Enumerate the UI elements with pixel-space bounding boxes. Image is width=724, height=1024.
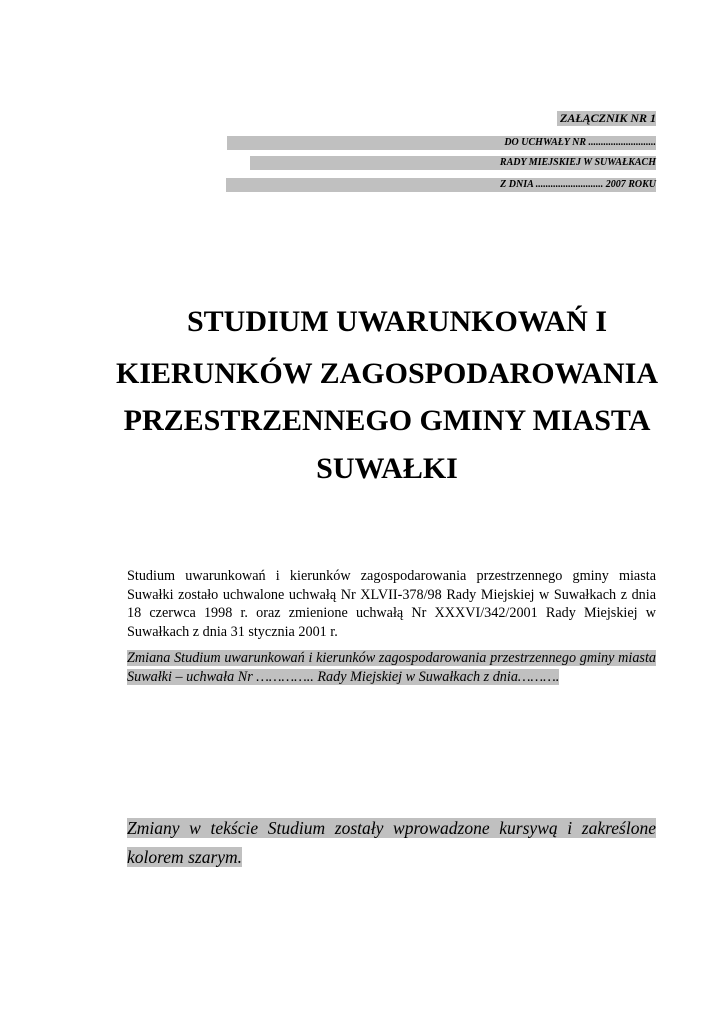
resolution-number-line: DO UCHWAŁY NR ........................... xyxy=(227,136,656,150)
title-line-3: PRZESTRZENNEGO GMINY MIASTA xyxy=(123,404,651,437)
attachment-label: ZAŁĄCZNIK NR 1 xyxy=(557,111,656,126)
title-line-2: KIERUNKÓW ZAGOSPODAROWANIA xyxy=(115,357,658,390)
title-line-4: SUWAŁKI xyxy=(316,452,458,485)
title-line-1: STUDIUM UWARUNKOWAŃ I xyxy=(186,305,608,338)
amendment-text: Zmiana Studium uwarunkowań i kierunków zagospodarowania przestrzennego gminy miasta Suwałki – uchwała Nr ………….. Rady Miejskiej w Suwałkach z dnia………. xyxy=(127,650,656,685)
city-council-line: RADY MIEJSKIEJ W SUWAŁKACH xyxy=(250,156,656,170)
changes-note-paragraph xyxy=(127,814,656,872)
study-history-paragraph: Studium uwarunkowań i kierunków zagospodarowania przestrzennego gminy miasta Suwałki zostało uchwalone uchwałą Nr XLVII-378/98 Rady Miejskiej w Suwałkach z dnia 18 czerwca 1998 r. oraz zmienione uchwałą Nr XXXVI/342/2001 Rady Miejskiej w Suwałkach z dnia 31 stycznia 2001 r. xyxy=(127,568,656,640)
amendment-paragraph xyxy=(127,649,656,686)
changes-note-text: Zmiany w tekście Studium zostały wprowadzone kursywą i zakreślone kolorem szarym. xyxy=(127,818,656,867)
date-line: Z DNIA ........................... 2007 ROKU xyxy=(226,178,656,192)
